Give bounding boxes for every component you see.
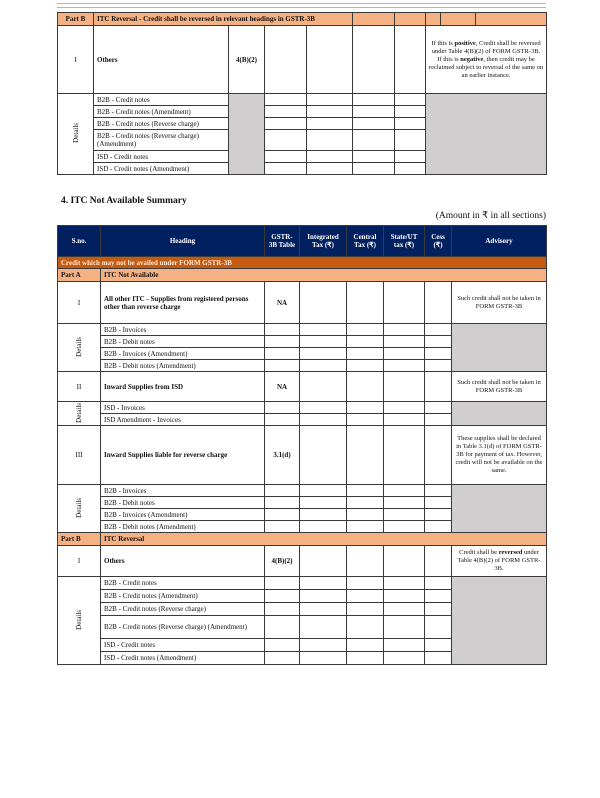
banner-text: Credit which may not be availed under FORM GSTR-3B — [58, 257, 547, 269]
banner-row — [58, 257, 547, 269]
part-a-label: Part A — [58, 269, 101, 282]
detail-row — [58, 324, 547, 336]
details-label-cell — [58, 94, 94, 175]
part-b-header-row — [58, 533, 547, 546]
itc-not-available-table — [57, 225, 547, 665]
detail-label: B2B - Credit notes — [94, 94, 229, 106]
details-label: Details — [75, 497, 83, 518]
row-sno: III — [58, 426, 101, 485]
advisory-cell: If this is positive, Credit shall be reversed under Table 4(B)(2) of FORM GSTR-3B. If this is negative, then credit may be reclaimed subject to reversal of the same on an earlier instance. — [426, 26, 547, 94]
detail-label: B2B - Credit notes — [101, 577, 265, 590]
details-label: Details — [71, 123, 80, 143]
detail-label: ISD - Credit notes (Amendment) — [94, 163, 229, 175]
row-heading: Others — [94, 26, 229, 94]
col-central-tax: Central Tax (₹) — [347, 226, 384, 257]
detail-label: B2B - Debit notes (Amendment) — [101, 521, 265, 533]
part-b-label: Part B — [58, 533, 101, 546]
page-top-rule — [57, 3, 546, 8]
central-tax-cell — [307, 26, 353, 94]
col-heading: Heading — [101, 226, 265, 257]
cess-cell — [395, 26, 426, 94]
detail-row — [58, 577, 547, 590]
row-heading: Inward Supplies from ISD — [101, 372, 265, 402]
table-row — [58, 426, 547, 485]
detail-label: B2B - Invoices — [101, 485, 265, 497]
table-row — [58, 546, 547, 577]
detail-label: B2B - Debit notes (Amendment) — [101, 360, 265, 372]
itc-available-part-b-table — [57, 12, 547, 175]
row-heading: Inward Supplies liable for reverse charge — [101, 426, 265, 485]
part-b-title: ITC Reversal - Credit shall be reversed in relevant headings in GSTR-3B — [94, 13, 353, 26]
advisory-cell: Such credit shall not be taken in FORM GSTR-3B — [452, 282, 547, 324]
detail-label: B2B - Credit notes (Reverse charge) — [101, 603, 265, 616]
table-row — [58, 282, 547, 324]
detail-label: ISD - Credit notes (Amendment) — [101, 652, 265, 665]
detail-row — [58, 402, 547, 414]
detail-label: B2B - Debit notes — [101, 336, 265, 348]
section-title: 4. ITC Not Available Summary — [61, 196, 187, 206]
col-state-ut-tax: State/UT tax (₹) — [384, 226, 425, 257]
detail-label: B2B - Credit notes (Reverse charge) (Amendment) — [94, 130, 229, 151]
table-row — [58, 26, 547, 94]
col-advisory: Advisory — [452, 226, 547, 257]
part-a-header-row — [58, 269, 547, 282]
detail-label: ISD - Invoices — [101, 402, 265, 414]
detail-label: B2B - Credit notes (Amendment) — [101, 590, 265, 603]
row-gstr-table: NA — [265, 372, 300, 402]
detail-label: ISD Amendment - Invoices — [101, 414, 265, 426]
row-sno: I — [58, 282, 101, 324]
row-sno: II — [58, 372, 101, 402]
row-heading: All other ITC - Supplies from registered persons other than reverse charge — [101, 282, 265, 324]
row-gstr-table: 4(B)(2) — [265, 546, 300, 577]
detail-label: B2B - Invoices (Amendment) — [101, 348, 265, 360]
state-ut-tax-cell — [353, 26, 395, 94]
table-row — [58, 372, 547, 402]
col-sno: S.no. — [58, 226, 101, 257]
detail-label: ISD - Credit notes — [101, 639, 265, 652]
advisory-cell: Such credit shall not be taken in FORM GSTR-3B — [452, 372, 547, 402]
amount-note: (Amount in ₹ in all sections) — [435, 211, 546, 221]
part-b-title: ITC Reversal — [101, 533, 547, 546]
details-label: Details — [75, 336, 83, 357]
part-a-title: ITC Not Available — [101, 269, 547, 282]
row-heading: Others — [101, 546, 265, 577]
row-gstr-table: NA — [265, 282, 300, 324]
row-sno: I — [58, 26, 94, 94]
detail-row — [58, 485, 547, 497]
row-sno: I — [58, 546, 101, 577]
part-b-header-row — [58, 13, 547, 26]
details-label: Details — [75, 609, 83, 630]
header-row — [58, 226, 547, 257]
col-gstr-table: GSTR-3B Table — [265, 226, 300, 257]
detail-label: B2B - Credit notes (Reverse charge) (Amendment) — [101, 616, 265, 639]
detail-label: ISD - Credit notes — [94, 151, 229, 163]
detail-row — [58, 94, 547, 106]
row-gstr-table: 3.1(d) — [265, 426, 300, 485]
detail-label: B2B - Credit notes (Amendment) — [94, 106, 229, 118]
detail-label: B2B - Invoices — [101, 324, 265, 336]
advisory-cell: Credit shall be reversed under Table 4(B)(2) of FORM GSTR-3B. — [452, 546, 547, 577]
details-label: Details — [75, 402, 83, 423]
row-gstr-table: 4(B)(2) — [229, 26, 265, 94]
advisory-cell: These supplies shall be declared in Table 3.1(d) of FORM GSTR-3B for payment of tax. However, credit will not be available on the same. — [452, 426, 547, 485]
detail-label: B2B - Debit notes — [101, 497, 265, 509]
detail-label: B2B - Credit notes (Reverse charge) — [94, 118, 229, 130]
integrated-tax-cell — [265, 26, 307, 94]
col-integrated-tax: Integrated Tax (₹) — [300, 226, 347, 257]
col-cess: Cess (₹) — [425, 226, 452, 257]
detail-label: B2B - Invoices (Amendment) — [101, 509, 265, 521]
part-b-label: Part B — [58, 13, 94, 26]
